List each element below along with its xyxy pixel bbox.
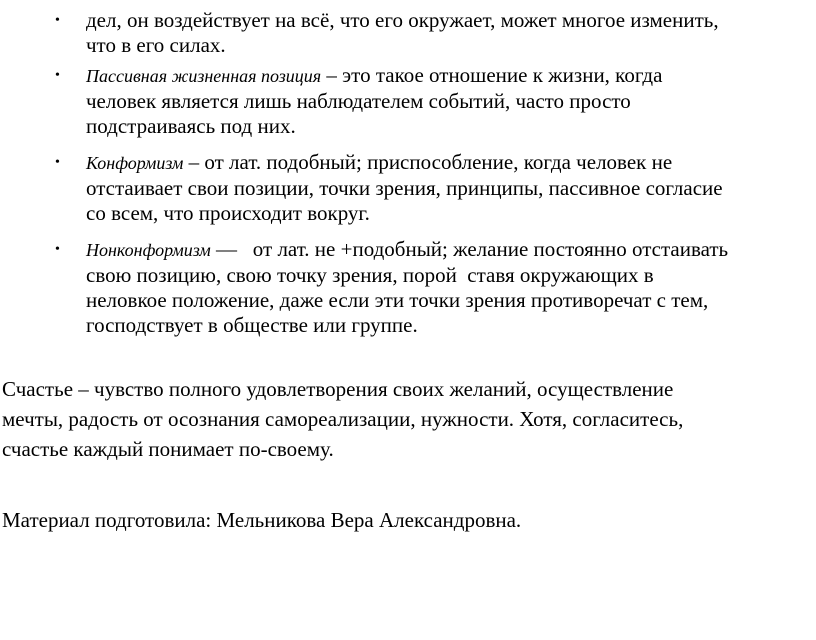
list-item-line: свою позицию, свою точку зрения, порой ставя окружающих в: [86, 263, 654, 287]
list-item-influence: [0, 8, 816, 58]
list-item-conformism: [0, 150, 816, 226]
bullet-icon: •: [55, 68, 60, 83]
list-item-line: неловкое положение, даже если эти точки зрения противоречат с тем,: [86, 288, 709, 312]
list-item-line: – это такое отношение к жизни, когда: [321, 63, 663, 87]
paragraph-line: счастье каждый понимает по-своему.: [2, 437, 334, 461]
list-item-line: что в его силах.: [86, 33, 226, 57]
list-item-line: отстаивает свои позиции, точки зрения, принципы, пассивное согласие: [86, 176, 723, 200]
term-passive-position: Пассивная жизненная позиция: [86, 66, 322, 86]
term-nonconformism: Нонконформизм: [86, 240, 211, 260]
bullet-icon: •: [55, 155, 60, 170]
list-item-line: дел, он воздействует на всё, что его окружает, может многое изменить,: [86, 8, 719, 32]
list-item-line: — от лат. не +подобный; желание постоянно отстаивать: [210, 237, 729, 261]
author-credit: Материал подготовила: Мельникова Вера Александровна.: [2, 508, 522, 532]
list-item-line: человек является лишь наблюдателем событий, часто просто: [86, 89, 631, 113]
bullet-icon: •: [55, 242, 60, 257]
paragraph-line: мечты, радость от осознания самореализации, нужности. Хотя, согласитесь,: [2, 407, 684, 431]
term-conformism: Конформизм: [86, 153, 184, 173]
list-item-line: со всем, что происходит вокруг.: [86, 201, 370, 225]
paragraph-line: Счастье – чувство полного удовлетворения своих желаний, осуществление: [2, 377, 674, 401]
list-item-line: – от лат. подобный; приспособление, когда человек не: [183, 150, 673, 174]
happiness-paragraph: [2, 374, 802, 464]
list-item-line: подстраиваясь под них.: [86, 114, 296, 138]
list-item-line: господствует в обществе или группе.: [86, 313, 418, 337]
list-item-nonconformism: [0, 237, 816, 338]
list-item-passive-position: [0, 63, 816, 139]
bullet-icon: •: [55, 13, 60, 28]
